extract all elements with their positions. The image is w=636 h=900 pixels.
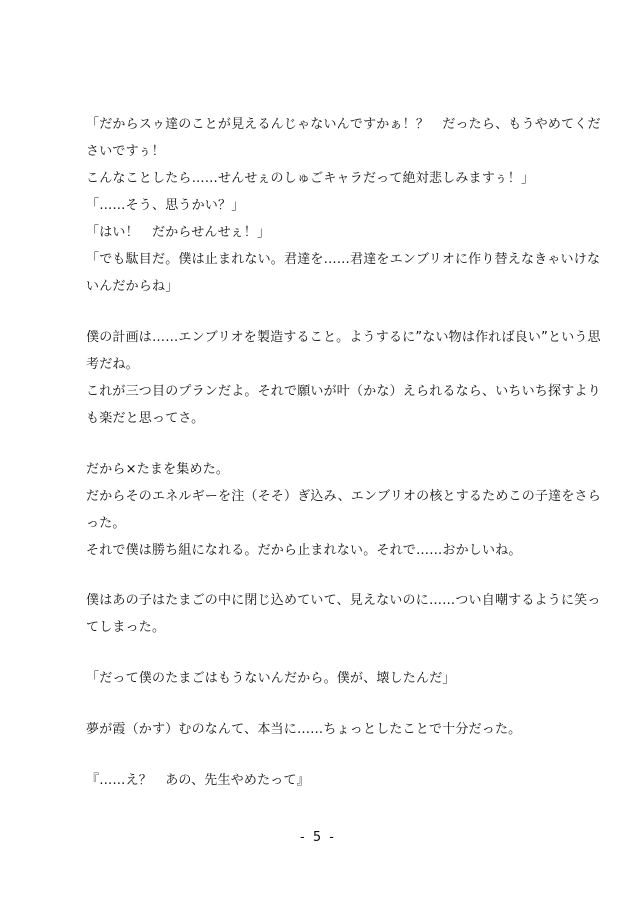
- text-line: だから×たまを集めた。: [86, 462, 230, 477]
- text-line: さいですぅ！: [86, 144, 165, 159]
- text-line: 「でも駄目だ。僕は止まれない。君達を……君達をエンブリオに作り替えなきゃいけな: [86, 252, 601, 267]
- text-line: てしまった。: [86, 620, 166, 635]
- text-line: 「だって僕のたまごはもうないんだから。僕が、壊したんだ」: [86, 671, 456, 686]
- text-line: 「はい！ だからせんせぇ！」: [86, 225, 271, 240]
- page-number: - 5 -: [300, 830, 336, 845]
- text-line: これが三つ目のプランだよ。それで願いが叶（かな）えられるなら、いちいち探すより: [86, 384, 601, 399]
- text-line: 『……え？ あの、先生やめたって』: [86, 773, 310, 788]
- text-line: それで僕は勝ち組になれる。だから止まれない。それで……おかしいね。: [86, 543, 522, 558]
- text-line: こんなことしたら……せんせぇのしゅごキャラだって絶対悲しみますぅ！」: [86, 171, 535, 186]
- text-line: も楽だと思ってさ。: [86, 411, 205, 426]
- text-line: った。: [86, 516, 126, 531]
- text-line: 「……そう、思うかい？」: [86, 198, 245, 213]
- text-line: いんだからね」: [86, 279, 179, 294]
- text-line: 考だね。: [86, 357, 139, 372]
- text-line: 「だからスゥ達のことが見えるんじゃないんですかぁ！？ だったら、もうやめてくだ: [86, 117, 601, 132]
- text-line: 僕の計画は……エンブリオを製造すること。ようするに”ない物は作れば良い”という思: [86, 330, 601, 345]
- text-line: だからそのエネルギーを注（そそ）ぎ込み、エンブリオの核とするためこの子達をさら: [86, 489, 601, 504]
- text-line: 夢が霞（かす）むのなんて、本当に……ちょっとしたことで十分だった。: [86, 722, 522, 737]
- text-line: 僕はあの子はたまごの中に閉じ込めていて、見えないのに……つい自嘲するように笑っ: [86, 593, 601, 608]
